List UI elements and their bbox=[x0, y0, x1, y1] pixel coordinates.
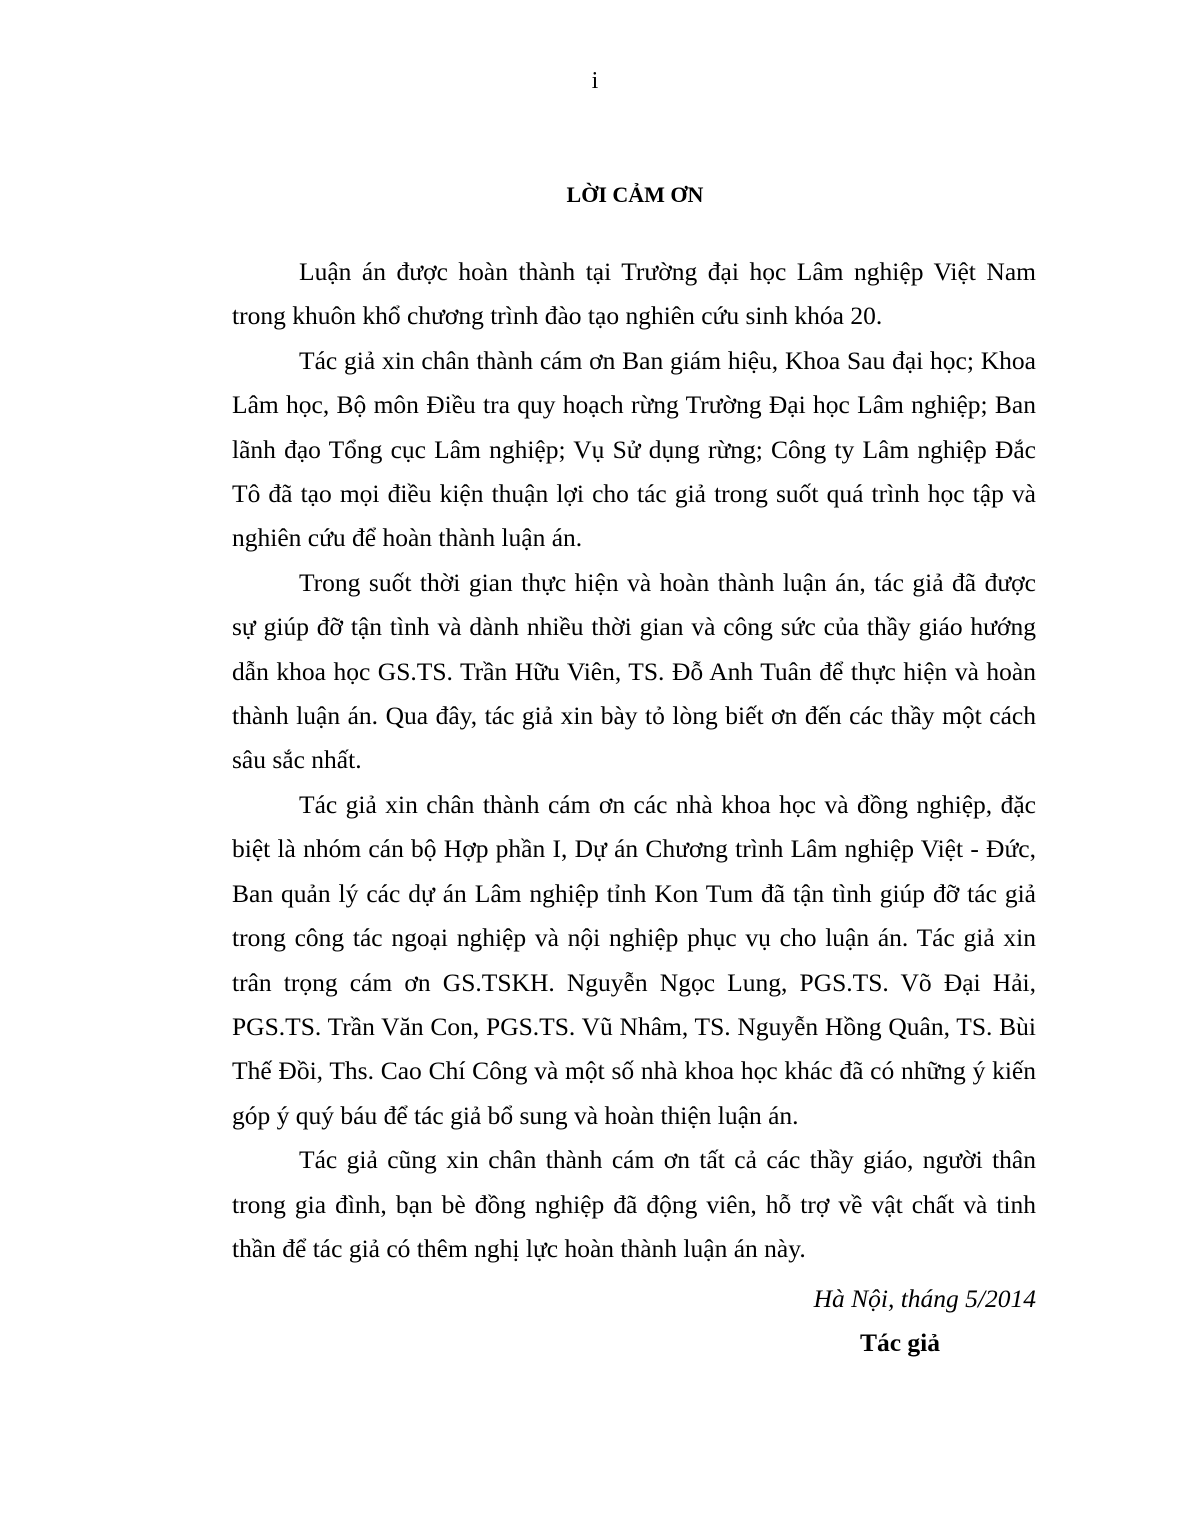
page-number: i bbox=[591, 68, 599, 94]
paragraph: Luận án được hoàn thành tại Trường đại học Lâm nghiệp Việt Nam trong khuôn khổ chương trình đào tạo nghiên cứu sinh khóa 20. bbox=[232, 257, 1036, 331]
signature-place-date: Hà Nội, tháng 5/2014 bbox=[813, 1284, 1036, 1313]
paragraph: Tác giả xin chân thành cám ơn Ban giám hiệu, Khoa Sau đại học; Khoa Lâm học, Bộ môn Điều tra quy hoạch rừng Trường Đại học Lâm nghiệp; Ban lãnh đạo Tổng cục Lâm nghiệp; Vụ Sử dụng rừng; Công ty Lâm nghiệp Đắc Tô đã tạo mọi điều kiện thuận lợi cho tác giả trong suốt quá trình học tập và nghiên cứu để hoàn thành luận án. bbox=[232, 345, 1036, 553]
paragraph: Tác giả xin chân thành cám ơn các nhà khoa học và đồng nghiệp, đặc biệt là nhóm cán bộ Hợp phần I, Dự án Chương trình Lâm nghiệp Việt - Đức, Ban quản lý các dự án Lâm nghiệp tỉnh Kon Tum đã tận tình giúp đỡ tác giả trong công tác ngoại nghiệp và nội nghiệp phục vụ cho luận án. Tác giả xin trân trọng cám ơn GS.TSKH. Nguyễn Ngọc Lung, PGS.TS. Võ Đại Hải, PGS.TS. Trần Văn Con, PGS.TS. Vũ Nhâm, TS. Nguyễn Hồng Quân, TS. Bùi Thế Đồi, Ths. Cao Chí Công và một số nhà khoa học khác đã có những ý kiến góp ý quý báu để tác giả bổ sung và hoàn thiện luận án. bbox=[232, 789, 1036, 1130]
acknowledgement-body bbox=[232, 250, 1036, 1271]
signature-author: Tác giả bbox=[859, 1328, 941, 1357]
page-title: LỜI CẢM ƠN bbox=[566, 182, 704, 207]
paragraph: Tác giả cũng xin chân thành cám ơn tất cả các thầy giáo, người thân trong gia đình, bạn bè đồng nghiệp đã động viên, hỗ trợ về vật chất và tinh thần để tác giả có thêm nghị lực hoàn thành luận án này. bbox=[232, 1145, 1036, 1263]
paragraph: Trong suốt thời gian thực hiện và hoàn thành luận án, tác giả đã được sự giúp đỡ tận tình và dành nhiều thời gian và công sức của thầy giáo hướng dẫn khoa học GS.TS. Trần Hữu Viên, TS. Đỗ Anh Tuân để thực hiện và hoàn thành luận án. Qua đây, tác giả xin bày tỏ lòng biết ơn đến các thầy một cách sâu sắc nhất. bbox=[232, 567, 1036, 775]
